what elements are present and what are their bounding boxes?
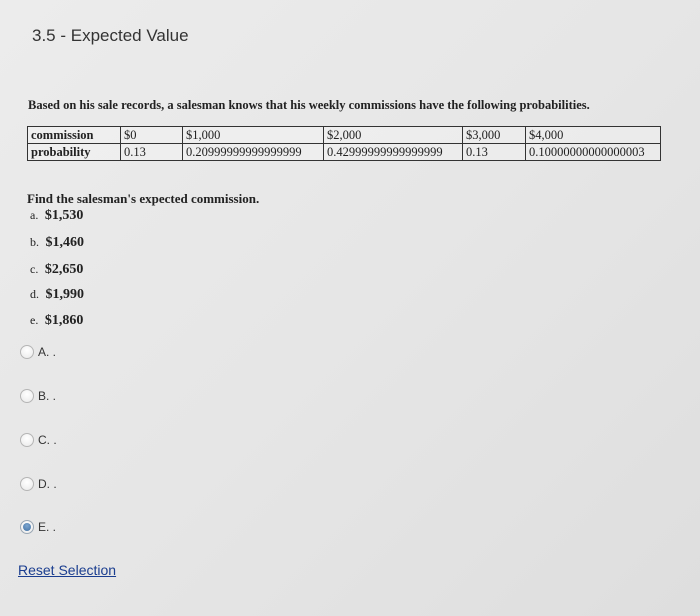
reset-selection-link[interactable]: Reset Selection (18, 562, 117, 578)
probability-cell: 0.20999999999999999 (183, 144, 324, 161)
answer-choice-d (30, 287, 84, 303)
choice-letter: a. (30, 208, 39, 222)
probability-row (28, 144, 661, 161)
radio-dot-icon (23, 523, 31, 531)
radio-option-d[interactable] (20, 477, 57, 491)
choice-value: $1,990 (45, 287, 84, 302)
radio-option-c[interactable] (20, 433, 57, 447)
radio-option-b[interactable] (20, 389, 56, 403)
commission-cell: $2,000 (324, 127, 463, 144)
radio-option-e[interactable] (20, 520, 56, 534)
answer-choice-b (30, 235, 84, 251)
find-prompt: Find the salesman's expected commission. (27, 191, 260, 206)
radio-button[interactable] (20, 477, 34, 491)
probability-cell: 0.13 (121, 144, 183, 161)
choice-letter: c. (30, 262, 39, 276)
probability-cell: 0.42999999999999999 (324, 144, 463, 161)
radio-label[interactable]: D. . (38, 477, 57, 491)
radio-button[interactable] (20, 389, 34, 403)
choice-value: $1,860 (44, 313, 84, 328)
choice-value: $1,460 (45, 235, 84, 250)
radio-label[interactable]: C. . (38, 433, 57, 447)
answer-choice-e (30, 313, 83, 329)
answer-choice-a (30, 208, 83, 224)
choice-value: $1,530 (44, 208, 84, 223)
choice-value: $2,650 (44, 262, 84, 277)
choice-letter: e. (30, 313, 39, 327)
question-text: Based on his sale records, a salesman knows that his weekly commissions have the following probabilities. (28, 98, 590, 112)
commission-cell: $3,000 (463, 127, 526, 144)
radio-button[interactable] (20, 345, 34, 359)
commission-cell: $4,000 (526, 127, 661, 144)
probability-header: probability (28, 144, 121, 161)
answer-choice-c (30, 262, 83, 278)
commission-row (28, 127, 661, 144)
probability-table (27, 126, 661, 161)
radio-button[interactable] (20, 433, 34, 447)
probability-cell: 0.10000000000000003 (526, 144, 661, 161)
radio-button-selected[interactable] (20, 520, 34, 534)
commission-header: commission (28, 127, 121, 144)
page-title: 3.5 - Expected Value (32, 26, 189, 45)
radio-option-a[interactable] (20, 345, 56, 359)
probability-cell: 0.13 (463, 144, 526, 161)
commission-cell: $0 (121, 127, 183, 144)
radio-label[interactable]: E. . (38, 520, 57, 534)
radio-label[interactable]: B. . (38, 389, 57, 403)
commission-cell: $1,000 (183, 127, 324, 144)
radio-label[interactable]: A. . (38, 345, 57, 359)
choice-letter: d. (30, 287, 39, 301)
choice-letter: b. (30, 235, 39, 249)
